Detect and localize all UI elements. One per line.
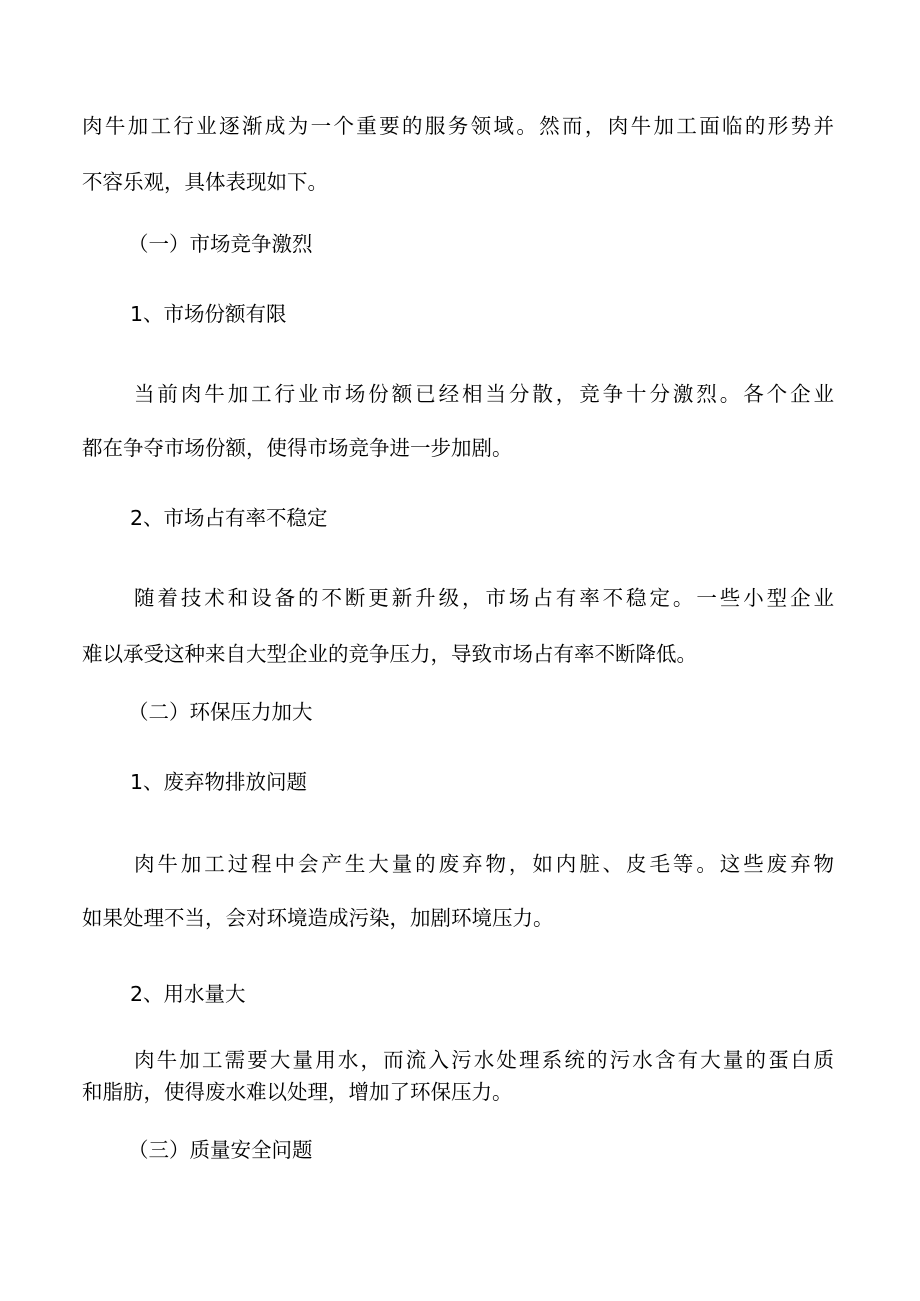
intro-line-2: 不容乐观，具体表现如下。 [82,170,328,194]
paragraph-2-2-line-2: 和脂肪，使得废水难以处理，增加了环保压力。 [82,1080,513,1104]
paragraph-2-1-line-1: 肉牛加工过程中会产生大量的废弃物，如内脏、皮毛等。这些废弃物 [134,852,834,876]
paragraph-2-1-line-2: 如果处理不当，会对环境造成污染，加剧环境压力。 [82,906,554,930]
intro-line-1: 肉牛加工行业逐渐成为一个重要的服务领域。然而，肉牛加工面临的形势并 [82,114,834,138]
subsection-heading-2-1: 1、废弃物排放问题 [130,770,308,794]
paragraph-1-1-line-2: 都在争夺市场份额，使得市场竞争进一步加剧。 [82,436,513,460]
paragraph-2-2-line-1: 肉牛加工需要大量用水，而流入污水处理系统的污水含有大量的蛋白质 [134,1048,834,1072]
subsection-heading-1-2: 2、市场占有率不稳定 [130,506,328,530]
subsection-heading-2-2: 2、用水量大 [130,982,246,1006]
section-heading-2: （二）环保压力加大 [128,700,313,724]
paragraph-1-2-line-2: 难以承受这种来自大型企业的竞争压力，导致市场占有率不断降低。 [82,642,697,666]
paragraph-1-2-line-1: 随着技术和设备的不断更新升级，市场占有率不稳定。一些小型企业 [134,586,834,610]
section-heading-3: （三）质量安全问题 [128,1138,313,1162]
section-heading-1: （一）市场竞争激烈 [128,232,313,256]
paragraph-1-1-line-1: 当前肉牛加工行业市场份额已经相当分散，竞争十分激烈。各个企业 [134,382,834,406]
subsection-heading-1-1: 1、市场份额有限 [130,302,287,326]
